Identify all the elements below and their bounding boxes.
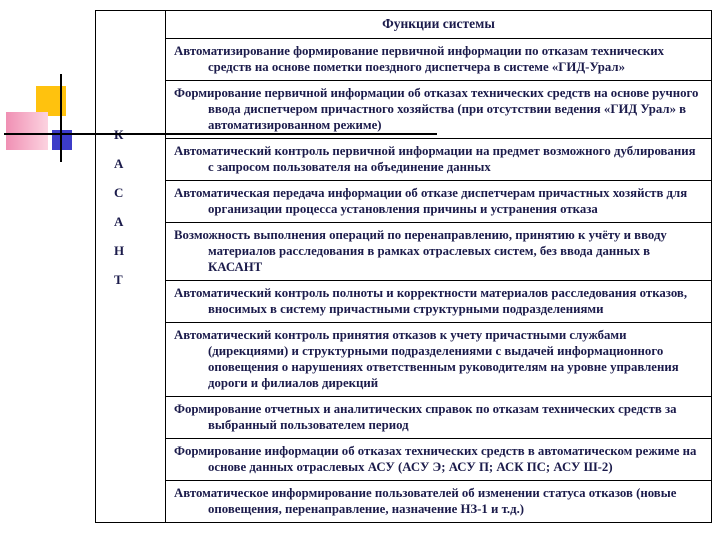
function-text: Автоматический контроль полноты и корректности материалов расследования отказов, вносимых в систему причастными структурными подразделениями xyxy=(174,286,688,316)
function-row xyxy=(166,139,711,181)
function-row xyxy=(166,323,711,397)
function-text: Формирование отчетных и аналитических справок по отказам технических средств за выбранный пользователем период xyxy=(174,402,677,432)
function-row xyxy=(166,281,711,323)
function-text: Формирование информации об отказах технических средств в автоматическом режиме на основе данных отраслевых АСУ (АСУ Э; АСУ П; АСК ПС; АСУ Ш-2) xyxy=(174,444,697,474)
function-row xyxy=(166,223,711,281)
function-row xyxy=(166,481,711,522)
table-title: Функции системы xyxy=(166,11,711,39)
kasant-letter: С xyxy=(114,185,124,200)
kasant-letter: Т xyxy=(114,272,123,287)
horizontal-line-decoration xyxy=(4,133,437,135)
pink-square-decoration xyxy=(6,112,48,150)
function-row xyxy=(166,39,711,81)
function-row xyxy=(166,397,711,439)
function-row xyxy=(166,81,711,139)
function-text: Автоматический контроль принятия отказов к учету причастными службами (дирекциями) и структурными подразделениями с выдачей информационного оповещения о нарушениях ответственным руководителям на уровне управления дороги и филиалов дирекций xyxy=(174,328,679,390)
function-text: Формирование первичной информации об отказах технических средств на основе ручного ввода диспетчером причастного хозяйства (при отсутствии ведения «ГИД Урал» в автоматизированном режиме) xyxy=(174,86,699,132)
kasant-letter xyxy=(114,127,123,143)
vertical-line-decoration xyxy=(60,74,62,162)
function-row xyxy=(166,439,711,481)
functions-table xyxy=(95,10,712,523)
function-text: Возможность выполнения операций по перенаправлению, принятию к учёту и вводу материалов расследования в рамках отраслевых систем, без ввода данных в КАСАНТ xyxy=(174,228,667,274)
kasant-letter: А xyxy=(114,156,124,171)
function-text: Автоматизирование формирование первичной информации по отказам технических средств на основе пометки поездного диспетчера в системе «ГИД-Урал» xyxy=(174,44,665,74)
function-row xyxy=(166,181,711,223)
kasant-letter: А xyxy=(114,214,124,229)
function-text: Автоматическое информирование пользователей об изменении статуса отказов (новые оповещения, перенаправление, назначение НЗ-1 и т.д.) xyxy=(174,486,677,516)
function-text: Автоматический контроль первичной информации на предмет возможного дублирования с запросом пользователя на объединение данных xyxy=(174,144,696,174)
kasant-letters-column xyxy=(96,11,166,522)
function-text: Автоматическая передача информации об отказе диспетчерам причастных хозяйств для организации процесса установления причины и устранения отказа xyxy=(174,186,688,216)
functions-column xyxy=(166,11,711,522)
kasant-letter: Н xyxy=(114,243,125,258)
